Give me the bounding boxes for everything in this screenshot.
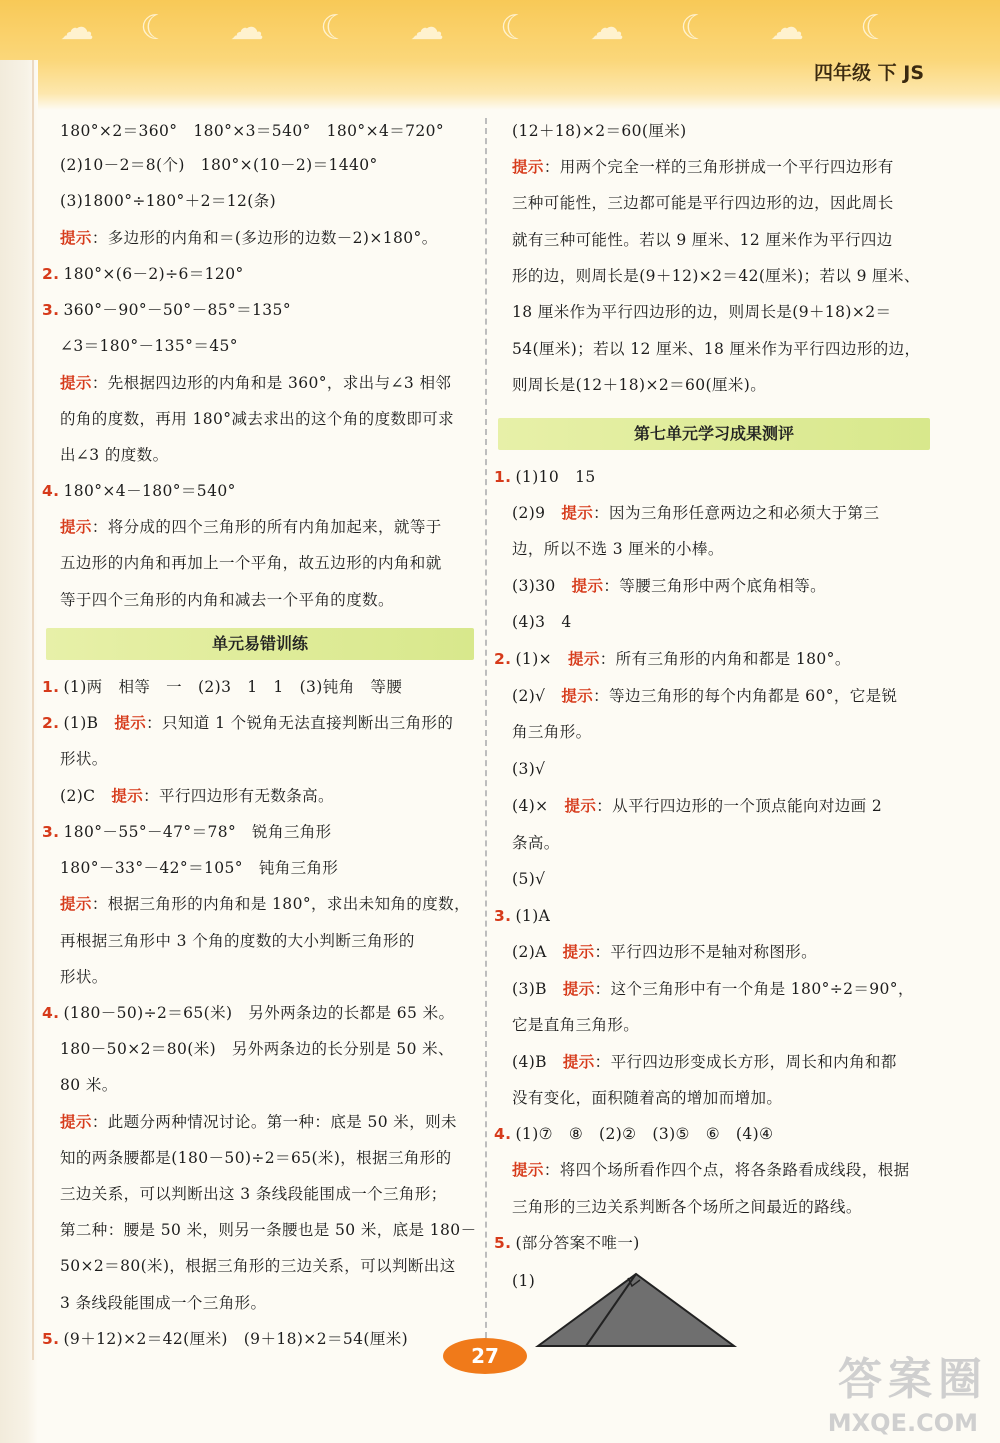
answer-text: 则周长是(12＋18)×2＝60(厘米)。 [512,376,767,394]
answer-line [512,1196,862,1218]
answer-line [512,868,545,890]
answer-text: 形状。 [60,750,108,768]
answer-line [60,930,415,952]
answer-line [60,748,108,770]
answer-text: 3 条线段能围成一个三角形。 [60,1294,267,1312]
question-number: 1. [42,678,60,696]
answer-line [512,758,545,780]
answer-line [512,941,817,963]
answer-text: ∠3＝180°－135°＝45° [60,337,238,355]
answer-text: (3)30 [512,577,572,595]
answer-line [42,299,291,321]
answer-line [42,1002,454,1024]
answer-line [60,589,394,611]
answer-line [494,466,596,488]
answer-line [494,1123,773,1145]
answer-line [60,785,334,807]
answer-text: (2)9 [512,504,562,522]
page-header [0,0,1000,110]
hint-text: ：这个三角形中有一个角是 180°÷2＝90°， [594,980,914,998]
answer-line [60,190,276,212]
answer-text: (1)⑦ ⑧ (2)② (3)⑤ ⑥ (4)④ [515,1125,774,1143]
answer-text: 条高。 [512,834,560,852]
answer-text: (9＋12)×2＝42(厘米) (9＋18)×2＝54(厘米) [63,1330,409,1348]
answer-line [512,832,560,854]
answer-text: (1)10 15 [515,468,596,486]
moon-icon: ☾ [140,8,171,48]
question-number: 5. [494,1234,512,1252]
answer-text: (3)√ [512,760,546,778]
watermark-logo: 答案圈 [838,1354,988,1405]
column-divider [485,118,487,1348]
answer-text: 再根据三角形中 3 个角的度数的大小判断三角形的 [60,932,415,950]
answer-line [60,154,378,176]
answer-line [60,335,238,357]
answer-line [512,978,914,1000]
answer-text: (3)B [512,980,563,998]
answer-text: 50×2＝80(米)，根据三角形的三边关系，可以判断出这 [60,1257,456,1275]
section-title: 单元易错训练 [211,634,308,653]
hint-text: ：只知道 1 个锐角无法直接判断出三角形的 [146,714,454,732]
hint-text: ：从平行四边形的一个顶点能向对边画 2 [596,797,883,815]
hint-label: 提示 [512,1161,544,1179]
question-number: 1. [494,468,512,486]
answer-line [60,372,451,394]
answer-line [60,1147,452,1169]
answer-text: (1)A [515,907,551,925]
answer-text: 第二种：腰是 50 米，则另一条腰也是 50 米，底是 180－ [60,1221,477,1239]
hint-text: ：等边三角形的每个内角都是 60°，它是锐 [593,687,898,705]
page-number: 27 [443,1338,527,1374]
hint-text: ：平行四边形有无数条高。 [143,787,334,805]
answer-text: 等于四个三角形的内角和减去一个平角的度数。 [60,591,394,609]
answer-text: 知的两条腰都是(180－50)÷2＝65(米)，根据三角形的 [60,1149,452,1167]
answer-line [60,1111,457,1133]
hint-text: ：等腰三角形中两个底角相等。 [603,577,827,595]
question-number: 4. [42,1004,60,1022]
answer-text: 180°×(6－2)÷6＝120° [63,265,244,283]
answer-line [60,893,470,915]
hint-label: 提示 [60,1113,92,1131]
answer-line [42,712,453,734]
answer-text: (部分答案不唯一) [515,1234,640,1252]
hint-text: ：平行四边形不是轴对称图形。 [594,943,818,961]
answer-line [494,648,851,670]
answer-text: 180－50×2＝80(米) 另外两条边的长分别是 50 米、 [60,1040,454,1058]
question-number: 3. [494,907,512,925]
answer-text: 三角形的三边关系判断各个场所之间最近的路线。 [512,1198,862,1216]
hint-label: 提示 [114,714,147,732]
watermark-url: MXQE.COM [827,1409,978,1437]
moon-icon: ☾ [860,8,891,48]
answer-text: ：多边形的内角和＝(多边形的边数－2)×180°。 [91,229,438,247]
answer-text: ：先根据四边形的内角和是 360°，求出与∠3 相邻 [91,374,452,392]
answer-line [512,374,766,396]
question-number: 2. [42,714,60,732]
answer-line [512,1051,897,1073]
answer-text: 它是直角三角形。 [512,1016,640,1034]
answer-line [60,1292,266,1314]
answer-text: 180°－55°－47°＝78° 锐角三角形 [63,823,332,841]
hint-label: 提示 [562,1053,595,1071]
moon-icon: ☾ [320,8,351,48]
answer-line [512,721,592,743]
answer-line [512,502,879,524]
answer-text: (2)C [60,787,112,805]
answer-text: (1)两 相等 一 (2)3 1 1 (3)钝角 等腰 [63,678,403,696]
answer-line [512,192,894,214]
triangle-shape [538,1274,734,1346]
cloud-icon: ☁ [230,8,264,48]
answer-text: 54(厘米)；若以 12 厘米、18 厘米作为平行四边形的边， [512,340,921,358]
hint-label: 提示 [60,374,92,392]
answer-text: 边，所以不选 3 厘米的小棒。 [512,540,724,558]
answer-text: 形的边，则周长是(9＋12)×2＝42(厘米)；若以 9 厘米、 [512,267,920,285]
answer-text: (2)10－2＝8(个) 180°×(10－2)＝1440° [60,156,378,174]
answer-text: 出∠3 的度数。 [60,446,169,464]
answer-text: 五边形的内角和再加上一个平角，故五边形的内角和就 [60,554,442,572]
answer-text: (1) [512,1272,536,1290]
answer-line [42,676,402,698]
answer-line [512,265,920,287]
section-banner-errors [46,628,474,660]
answer-text: (12＋18)×2＝60(厘米) [512,122,687,140]
answer-line [512,301,891,323]
left-margin-line [32,60,34,1360]
answer-line [60,1074,118,1096]
answer-line [512,1270,535,1292]
answer-text: (5)√ [512,870,546,888]
answer-line [512,338,920,360]
answer-line [512,1087,782,1109]
answer-text: 180°－33°－42°＝105° 钝角三角形 [60,859,339,877]
hint-text: ：因为三角形任意两边之和必须大于第三 [593,504,880,522]
section-title: 第七单元学习成果测评 [633,424,794,443]
answer-text: ：用两个完全一样的三角形拼成一个平行四边形有 [543,158,894,176]
answer-text: 18 厘米作为平行四边形的边，则周长是(9＋18)×2＝ [512,303,892,321]
hint-label: 提示 [561,504,594,522]
answer-text: 形状。 [60,968,108,986]
answer-text: (1)B [63,714,115,732]
cloud-icon: ☁ [60,8,94,48]
answer-text: 就有三种可能性。若以 9 厘米、12 厘米作为平行四边 [512,231,893,249]
answer-text: 没有变化，面积随着高的增加而增加。 [512,1089,783,1107]
answer-text: 360°－90°－50°－85°＝135° [63,301,291,319]
answer-text: (1)× [515,650,568,668]
answer-text: (4)× [512,797,565,815]
moon-icon: ☾ [500,8,531,48]
answer-text: ：将分成的四个三角形的所有内角加起来，就等于 [91,518,442,536]
question-number: 4. [494,1125,512,1143]
hint-label: 提示 [571,577,604,595]
answer-line [60,1219,476,1241]
answer-line [60,552,442,574]
answer-line [60,1183,447,1205]
hint-label: 提示 [60,895,92,913]
answer-text: 的角的度数，再用 180°减去求出的这个角的度数即可求 [60,410,455,428]
answer-line [42,263,244,285]
question-number: 2. [42,265,60,283]
answer-line [60,857,338,879]
answer-text: ：将四个场所看作四个点，将各条路看成线段，根据 [543,1161,910,1179]
answer-text: 180°×2＝360° 180°×3＝540° 180°×4＝720° [60,122,445,140]
hint-label: 提示 [60,229,92,247]
section-banner-unit7 [498,418,930,450]
answer-line [60,120,444,142]
answer-line [494,905,550,927]
grade-label: 四年级 下 JS [814,62,924,84]
question-number: 3. [42,823,60,841]
hint-text: ：平行四边形变成长方形，周长和内角和都 [594,1053,897,1071]
moon-icon: ☾ [680,8,711,48]
answer-line [60,444,168,466]
hint-text: ：所有三角形的内角和都是 180°。 [599,650,851,668]
answer-line [512,795,882,817]
question-number: 5. [42,1330,60,1348]
answer-line [512,120,687,142]
hint-label: 提示 [60,518,92,536]
question-number: 2. [494,650,512,668]
answer-line [512,611,572,633]
answer-line [42,480,236,502]
answer-line [60,1255,456,1277]
answer-text: (2)√ [512,687,562,705]
answer-text: 三边关系，可以判断出这 3 条线段能围成一个三角形； [60,1185,447,1203]
answer-line [512,1159,910,1181]
hint-label: 提示 [512,158,544,176]
answer-line [512,229,893,251]
answer-line [512,685,897,707]
hint-label: 提示 [567,650,600,668]
answer-line [512,575,826,597]
answer-line [60,516,442,538]
answer-text: (2)A [512,943,563,961]
hint-label: 提示 [111,787,144,805]
hint-label: 提示 [562,943,595,961]
cloud-icon: ☁ [770,8,804,48]
answer-line [42,1328,408,1350]
answer-line [60,408,454,430]
answer-line [494,1232,640,1254]
answer-line [60,227,438,249]
answer-text: ：此题分两种情况讨论。第一种：底是 50 米，则未 [91,1113,457,1131]
hint-label: 提示 [562,980,595,998]
answer-text: 80 米。 [60,1076,118,1094]
answer-text: ：根据三角形的内角和是 180°，求出未知角的度数， [91,895,470,913]
answer-line [512,538,724,560]
answer-text: (4)B [512,1053,563,1071]
question-number: 4. [42,482,60,500]
answer-line [42,821,332,843]
answer-line [60,1038,454,1060]
answer-text: (3)1800°÷180°＋2＝12(条) [60,192,277,210]
answer-text: 角三角形。 [512,723,592,741]
answer-text: (4)3 4 [512,613,572,631]
cloud-icon: ☁ [590,8,624,48]
triangle-figure [534,1268,740,1350]
question-number: 3. [42,301,60,319]
hint-label: 提示 [561,687,594,705]
answer-text: (180－50)÷2＝65(米) 另外两条边的长都是 65 米。 [63,1004,455,1022]
answer-line [60,966,108,988]
cloud-icon: ☁ [410,8,444,48]
answer-text: 三种可能性，三边都可能是平行四边形的边，因此周长 [512,194,894,212]
answer-line [512,1014,639,1036]
answer-text: 180°×4－180°＝540° [63,482,236,500]
hint-label: 提示 [564,797,597,815]
answer-line [512,156,894,178]
